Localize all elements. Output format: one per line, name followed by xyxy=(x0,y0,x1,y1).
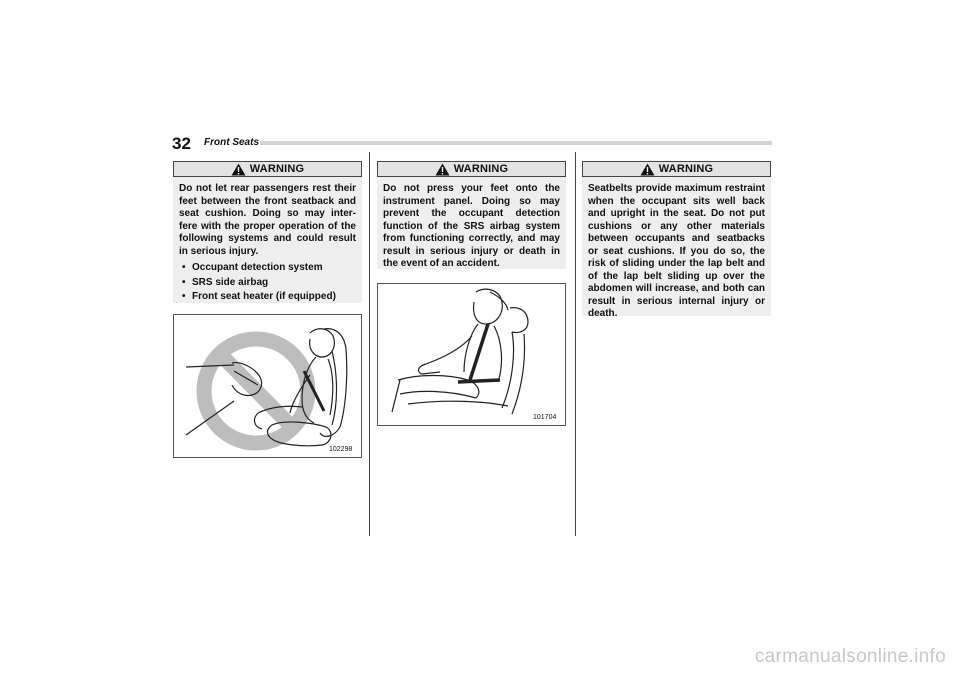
warning-triangle-icon xyxy=(640,163,655,176)
page-header xyxy=(168,134,772,153)
seated-occupant-drawing xyxy=(378,284,565,425)
warning-body xyxy=(377,177,566,279)
list-item: • Front seat heater (if equipped) xyxy=(179,291,356,304)
list-item: • Occupant detection system xyxy=(179,262,356,275)
illustration-feet-between-seats xyxy=(173,314,362,458)
warning-text: Do not press your feet onto the instrument panel. Doing so may prevent the occupant detection function of the SRS airbag system from functioning correctly, and may result in serious injury or death in the event of an accident. xyxy=(383,183,560,269)
warning-label: WARNING xyxy=(658,163,714,175)
figure-code: 102298 xyxy=(329,446,353,453)
warning-label: WARNING xyxy=(453,163,509,175)
list-item: • SRS side airbag xyxy=(179,277,356,290)
illustration-seated-occupant xyxy=(377,283,566,426)
warning-list xyxy=(179,262,356,304)
warning-box-2 xyxy=(377,161,566,269)
warning-triangle-icon xyxy=(231,163,246,176)
figure-code: 101704 xyxy=(533,414,557,421)
warning-header xyxy=(582,161,771,177)
warning-text: Do not let rear passengers rest their feet between the front seatback and seat cushion. Doing so may inter-fere with the proper operation of the following systems and could result in serious injury. xyxy=(179,183,356,257)
section-title: Front Seats xyxy=(204,137,260,148)
warning-body xyxy=(173,177,362,314)
column-divider-1 xyxy=(369,152,370,536)
feet-between-seats-drawing xyxy=(174,315,361,457)
column-divider-2 xyxy=(575,152,576,536)
warning-box-1 xyxy=(173,161,362,303)
warning-body xyxy=(582,177,771,329)
warning-text: Seatbelts provide maximum restraint when the occupant sits well back and upright in the seat. Do not put cushions or any other materials between occupants and seatbacks or seat cushions. If you do so, the risk of sliding under the lap belt and of the lap belt sliding up over the abdomen will increase, and both can result in serious internal injury or death. xyxy=(588,183,765,319)
warning-header xyxy=(173,161,362,177)
prohibition-icon xyxy=(204,339,308,443)
header-rule xyxy=(260,141,772,145)
warning-header xyxy=(377,161,566,177)
warning-triangle-icon xyxy=(435,163,450,176)
watermark: carmanualsonline.info xyxy=(754,646,946,667)
warning-label: WARNING xyxy=(249,163,305,175)
page-number: 32 xyxy=(172,134,191,153)
warning-box-3 xyxy=(582,161,771,319)
